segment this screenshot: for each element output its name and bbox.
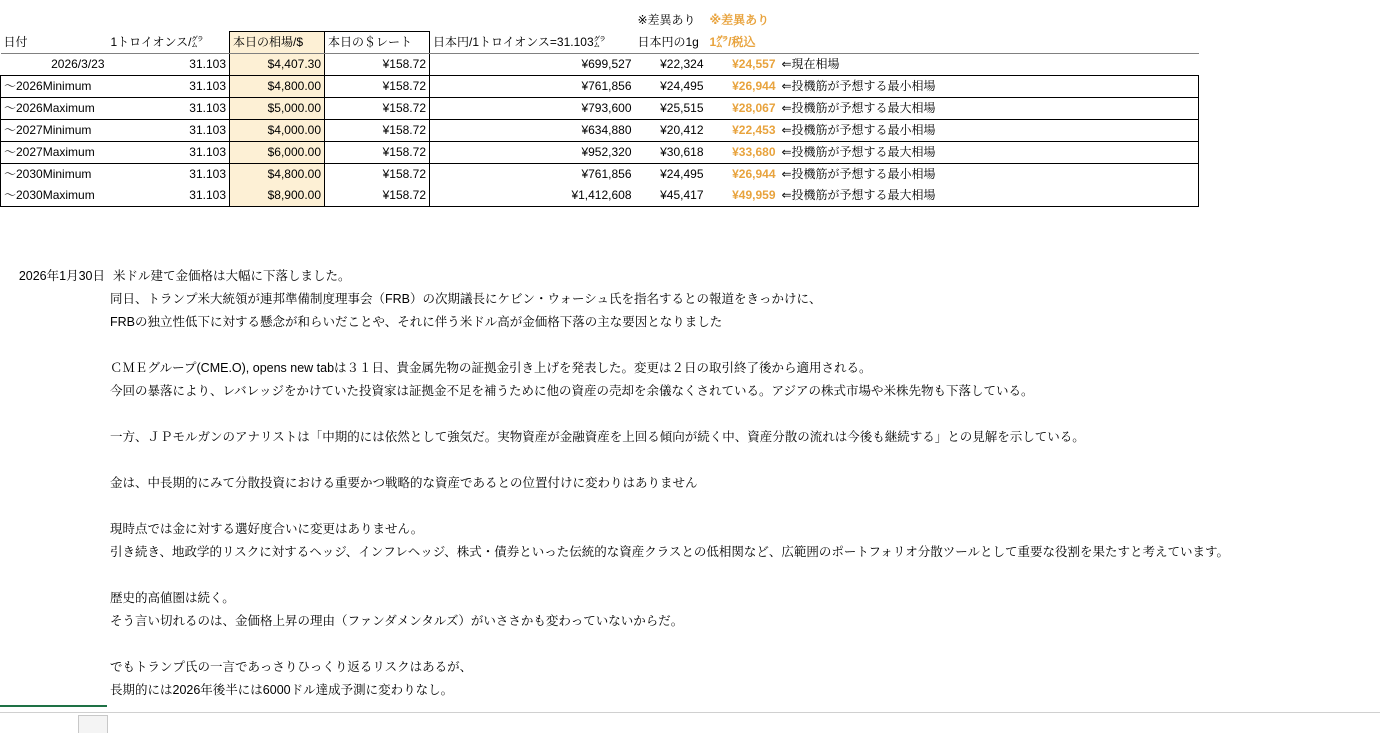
header-jpy-per-gram-tax: 1㌘/税込 bbox=[707, 32, 779, 54]
cell-jpy-per-gram-tax: ¥26,944 bbox=[732, 167, 776, 181]
article-line bbox=[0, 357, 1380, 380]
header-date: 日付 bbox=[1, 32, 108, 54]
article-line-text: 金は、中長期的にみて分散投資における重要かつ戦略的な資産であるとの位置付けに変わりはありません bbox=[110, 476, 698, 490]
cell-comment: ⇐投機筋が予想する最大相場 bbox=[779, 98, 1199, 120]
cell-jpy-per-troy: ¥793,600 bbox=[430, 98, 635, 120]
cell-comment: ⇐投機筋が予想する最大相場 bbox=[779, 185, 1199, 207]
article-line-text: 現時点では金に対する選好度合いに変更はありません。 bbox=[110, 522, 424, 536]
cell-comment: ⇐現在相場 bbox=[781, 57, 840, 71]
cell-today-usd-rate: ¥158.72 bbox=[325, 164, 430, 186]
cell-comment: ⇐投機筋が予想する最大相場 bbox=[779, 142, 1199, 164]
cell-troy: 31.103 bbox=[108, 142, 230, 164]
article-line bbox=[0, 426, 1380, 449]
header-jpy-per-troy: 日本円/1トロイオンス=31.103㌘ bbox=[430, 32, 635, 54]
cell-today-rate-usd: $4,800.00 bbox=[230, 164, 325, 186]
header-jpy-per-gram: 日本円の1g bbox=[635, 32, 707, 54]
article-line bbox=[0, 449, 1380, 472]
table-row bbox=[1, 98, 1199, 120]
header-troy: 1トロイオンス/㌘ bbox=[108, 32, 230, 54]
article-line-text: でもトランプ氏の一言であっさりひっくり返るリスクはあるが、 bbox=[110, 660, 473, 674]
article-line-text: ＣＭＥグループ(CME.O), opens new tabは３１日、貴金属先物の証拠金引き上げを発表した。変更は２日の取引終了後から適用される。 bbox=[110, 361, 872, 375]
note-blank-2 bbox=[108, 10, 230, 32]
article-line bbox=[0, 472, 1380, 495]
article-line bbox=[0, 311, 1380, 334]
row-marker-green bbox=[0, 683, 107, 707]
cell-jpy-per-gram-tax: ¥26,944 bbox=[707, 76, 779, 98]
cell-today-rate-usd: $8,900.00 bbox=[230, 185, 325, 207]
article-line-text: 米ドル建て金価格は大幅に下落しました。 bbox=[113, 269, 351, 283]
article-line-text: 長期的には2026年後半には6000ドル達成予測に変わりなし。 bbox=[110, 683, 454, 697]
cell-today-usd-rate: ¥158.72 bbox=[325, 98, 430, 120]
cell-comment: ⇐投機筋が予想する最小相場 bbox=[779, 120, 1199, 142]
cell-today-rate-usd: $5,000.00 bbox=[230, 98, 325, 120]
article-lead-date: 2026年1月30日 bbox=[18, 269, 105, 283]
cell-today-usd-rate: ¥158.72 bbox=[325, 142, 430, 164]
cell-jpy-per-troy: ¥699,527 bbox=[581, 57, 632, 71]
cell-jpy-per-gram-tax: ¥22,453 bbox=[707, 120, 779, 142]
article-line bbox=[0, 495, 1380, 518]
cell-jpy-per-troy: ¥761,856 bbox=[581, 167, 632, 181]
article-line-text: 引き続き、地政学的リスクに対するヘッジ、インフレヘッジ、株式・債券といった伝統的な資産クラスとの低相関など、広範囲のポートフォリオ分散ツールとして重要な役割を果たすと考えています。 bbox=[110, 545, 1230, 559]
article-line bbox=[0, 518, 1380, 541]
article-line bbox=[0, 564, 1380, 587]
cell-today-rate-usd: $6,000.00 bbox=[230, 142, 325, 164]
table-row bbox=[1, 142, 1199, 164]
cell-today-rate-usd: $4,800.00 bbox=[230, 76, 325, 98]
cell-today-rate-usd: $4,000.00 bbox=[230, 120, 325, 142]
cell-date: 2026/3/23 bbox=[51, 57, 105, 71]
article-text-block bbox=[0, 265, 1380, 702]
cell-today-usd-rate: ¥158.72 bbox=[325, 76, 430, 98]
cell-jpy-per-gram: ¥25,515 bbox=[635, 98, 707, 120]
note-blank-1 bbox=[1, 10, 108, 32]
article-line-text: そう言い切れるのは、金価格上昇の理由（ファンダメンタルズ）がいささかも変わっていないからだ。 bbox=[110, 614, 684, 628]
cell-date: ～2030Minimum bbox=[1, 164, 108, 186]
cell-today-rate-usd: $4,407.30 bbox=[230, 54, 325, 76]
cell-jpy-per-gram: ¥24,495 bbox=[635, 76, 707, 98]
header-today-usd-rate: 本日の＄レート bbox=[325, 32, 430, 54]
cell-troy: 31.103 bbox=[108, 185, 230, 207]
article-line bbox=[0, 656, 1380, 679]
note-diff-right: ※差異あり bbox=[709, 13, 770, 28]
table-row bbox=[1, 120, 1199, 142]
cell-date: ～2026Maximum bbox=[1, 98, 108, 120]
table-row bbox=[1, 76, 1199, 98]
article-line bbox=[0, 288, 1380, 311]
article-line bbox=[0, 403, 1380, 426]
table-row bbox=[1, 185, 1199, 207]
cell-jpy-per-troy: ¥634,880 bbox=[430, 120, 635, 142]
article-line bbox=[0, 265, 1380, 288]
cell-jpy-per-troy: ¥1,412,608 bbox=[430, 185, 635, 207]
cell-comment: ⇐投機筋が予想する最小相場 bbox=[779, 76, 1199, 98]
cell-jpy-per-gram-tax: ¥24,557 bbox=[732, 57, 776, 71]
cell-today-usd-rate: ¥158.72 bbox=[325, 54, 430, 76]
article-line bbox=[0, 679, 1380, 702]
cell-date: ～2027Maximum bbox=[1, 142, 108, 164]
article-line bbox=[0, 587, 1380, 610]
header-comment bbox=[779, 32, 1199, 54]
cell-jpy-per-gram: ¥22,324 bbox=[660, 57, 704, 71]
cell-jpy-per-gram-tax: ¥33,680 bbox=[707, 142, 779, 164]
cell-troy: 31.103 bbox=[189, 57, 226, 71]
article-line-text: 一方、ＪＰモルガンのアナリストは「中期的には依然として強気だ。実物資産が金融資産を上回る傾向が続く中、資産分散の流れは今後も継続する」との見解を示している。 bbox=[110, 430, 1085, 444]
cell-troy: 31.103 bbox=[108, 120, 230, 142]
cell-jpy-per-troy: ¥761,856 bbox=[430, 76, 635, 98]
article-line-text: FRBの独立性低下に対する懸念が和らいだことや、それに伴う米ドル高が金価格下落の主な要因となりました bbox=[110, 315, 723, 329]
article-line-text: 同日、トランプ米大統領が連邦準備制度理事会（FRB）の次期議長にケビン・ウォーシュ氏を指名するとの報道をきっかけに、 bbox=[110, 292, 822, 306]
header-today-rate-usd: 本日の相場/$ bbox=[230, 32, 325, 54]
note-blank-3 bbox=[230, 10, 325, 32]
article-line bbox=[0, 633, 1380, 656]
note-diff-left: ※差異あり bbox=[637, 13, 696, 28]
cell-jpy-per-gram: ¥30,618 bbox=[635, 142, 707, 164]
sheet-tab-strip[interactable] bbox=[0, 712, 1380, 733]
article-line bbox=[0, 334, 1380, 357]
cell-troy: 31.103 bbox=[108, 76, 230, 98]
cell-jpy-per-gram-tax: ¥49,959 bbox=[707, 185, 779, 207]
cell-troy: 31.103 bbox=[189, 167, 226, 181]
cell-jpy-per-gram: ¥24,495 bbox=[660, 167, 704, 181]
note-blank-6 bbox=[779, 10, 1199, 32]
cell-jpy-per-gram: ¥45,417 bbox=[635, 185, 707, 207]
cell-comment: ⇐投機筋が予想する最小相場 bbox=[779, 164, 1199, 186]
article-line bbox=[0, 610, 1380, 633]
sheet-tab[interactable] bbox=[78, 715, 108, 733]
article-line-text: 今回の暴落により、レバレッジをかけていた投資家は証拠金不足を補うために他の資産の売却を余儀なくされている。アジアの株式市場や米株先物も下落している。 bbox=[110, 384, 1034, 398]
cell-jpy-per-gram-tax: ¥28,067 bbox=[707, 98, 779, 120]
cell-today-usd-rate: ¥158.72 bbox=[325, 185, 430, 207]
table-row bbox=[1, 54, 1199, 76]
article-line-text: 歴史的高値圏は続く。 bbox=[110, 591, 235, 605]
article-line bbox=[0, 541, 1380, 564]
cell-troy: 31.103 bbox=[108, 98, 230, 120]
article-line bbox=[0, 380, 1380, 403]
note-blank-5 bbox=[430, 10, 635, 32]
cell-jpy-per-troy: ¥952,320 bbox=[430, 142, 635, 164]
cell-date: ～2026Minimum bbox=[1, 76, 108, 98]
note-blank-4 bbox=[325, 10, 430, 32]
table-row bbox=[1, 164, 1199, 186]
cell-date: ～2027Minimum bbox=[1, 120, 108, 142]
table-note-row bbox=[1, 10, 1199, 32]
cell-jpy-per-gram: ¥20,412 bbox=[635, 120, 707, 142]
table-header-row bbox=[1, 32, 1199, 54]
gold-price-table bbox=[0, 10, 1199, 207]
cell-today-usd-rate: ¥158.72 bbox=[325, 120, 430, 142]
cell-date: ～2030Maximum bbox=[1, 185, 108, 207]
